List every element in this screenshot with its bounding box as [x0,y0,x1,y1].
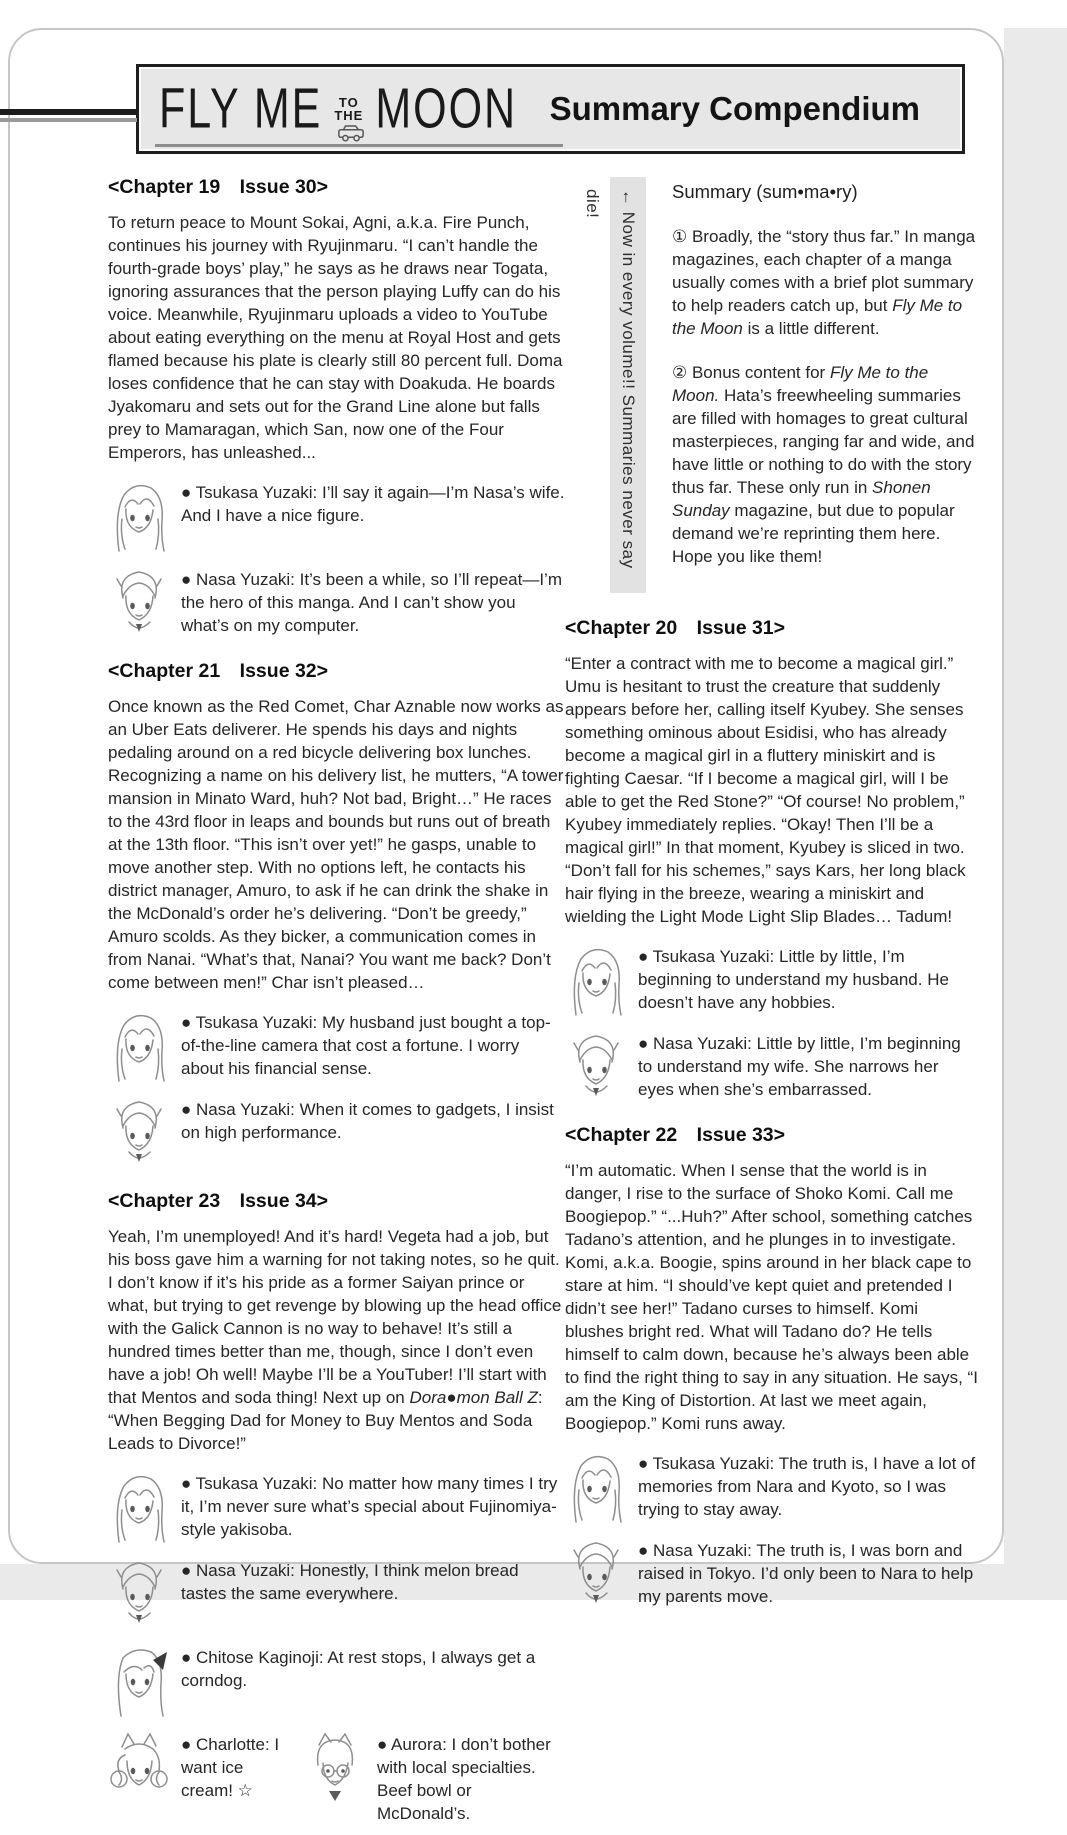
section-heading-ch23: <Chapter 23 Issue 34> [108,1190,329,1212]
tsukasa-portrait [565,943,627,1017]
quote-text: ● Tsukasa Yuzaki: My husband just bought a top-of-the-line camera that cost a fortune. I worry about his financial sense. [181,1013,551,1078]
section-body-ch21: Once known as the Red Comet, Char Aznable now works as an Uber Eats deliverer. He spends his days and nights pedaling around on a red bicycle delivering box lunches. Recognizing a name on his delivery list, he mutters, “A tower mansion in Minato Ward, huh? Not bad, Bright…” He races to the 43rd floor in leaps and bounds but runs out of breath at the 13th floor. “This isn’t over yet!” he gasps, unable to move another step. With no options left, he contacts his district manager, Amuro, to ask if he can drink the shake in the McDonald’s order he’s delivering. “Don’t be greedy,” Amuro scolds. As they bicker, a communication comes in from Nanai. “What’s that, Nanai? You want me back? Don’t come between men!” Char isn’t pleased… [108,697,564,992]
quote-row [304,1731,565,1825]
header-box [136,64,965,154]
chitose-portrait [108,1644,170,1718]
section-heading-ch20: <Chapter 20 Issue 31> [565,617,786,639]
nasa-portrait [108,566,170,640]
quote-pair-row [108,1731,565,1825]
summary-definition-1: ① Broadly, the “story thus far.” In manga magazines, each chapter of a manga usually comes with a brief plot summary to help readers catch up, but Fly Me to the Moon is a little different. [672,227,976,338]
tsukasa-portrait [108,1009,170,1083]
summary-definition-box [672,177,978,597]
volume-banner: ← Now in every volume!! Summaries never say die! [610,177,646,593]
quote-text: ● Tsukasa Yuzaki: No matter how many times I try it, I’m never sure what’s special about Fujinomiya-style yakisoba. [181,1474,558,1539]
tsukasa-portrait [108,1470,170,1544]
logo-the: THE [334,108,364,123]
summary-heading: Summary (sum•ma•ry) [672,181,858,202]
section-body-ch23: Yeah, I’m unemployed! And it’s hard! Vegeta had a job, but his boss gave him a warning for not taking notes, so he quit. I don’t know if it’s his pride as a former Saiyan prince or what, but trying to get revenge by blowing up the head office with the Galick Cannon is no way to behave! It’s still a hundred times better than me, though, since I don’t even have a job! Oh well! Maybe I’ll be a YouTuber! I’ll start with that Mentos and soda thing! Next up on Dora●mon Ball Z: “When Begging Dad for Money to Buy Mentos and Soda Leads to Divorce!” [108,1227,562,1453]
logo-moon: MOON [375,76,518,141]
decorative-rule-gray [0,118,137,122]
quote-text: ● Nasa Yuzaki: Little by little, I’m beginning to understand my wife. She narrows her eyes when she’s embarrassed. [638,1034,961,1099]
quote-row [108,1470,565,1544]
quote-row [108,566,565,640]
decorative-rule-black [0,109,137,115]
logo-to-the [334,96,363,122]
nasa-portrait [108,1096,170,1170]
quote-row [108,1009,565,1083]
nasa-portrait [108,1557,170,1631]
section-heading-ch22: <Chapter 22 Issue 33> [565,1124,786,1146]
quote-text: ● Chitose Kaginoji: At rest stops, I always get a corndog. [181,1648,536,1690]
summary-definition-2: ② Bonus content for Fly Me to the Moon. Hata’s freewheeling summaries are filled with homages to great cultural masterpieces, ranging far and wide, and have little or nothing to do with the story thus far. These only run in Shonen Sunday magazine, but due to popular demand we’re reprinting them here. Hope you like them! [672,363,975,566]
quote-text: ● Nasa Yuzaki: It’s been a while, so I’ll repeat—I’m the hero of this manga. And I can’t show you what’s on my computer. [181,570,562,635]
quote-text: ● Tsukasa Yuzaki: Little by little, I’m beginning to understand my husband. He doesn’t have any hobbies. [638,947,949,1012]
section-heading-ch19: <Chapter 19 Issue 30> [108,176,329,198]
summary-block [583,177,978,597]
logo-to: TO [338,95,359,110]
quote-text: ● Charlotte: I want ice cream! ☆ [181,1735,280,1800]
quote-row [565,1030,978,1104]
quote-text: ● Nasa Yuzaki: When it comes to gadgets, I insist on high performance. [181,1100,554,1142]
section-body-ch19: To return peace to Mount Sokai, Agni, a.k.a. Fire Punch, continues his journey with Ryujinmaru. “I can’t handle the fourth-grade boys’ play,” he says as he draws near Togata, ignoring assurances that the person playing Luffy can do his voice. Meanwhile, Ryujinmaru uploads a video to YouTube about eating everything on the menu at Royal Host and gets flamed because his plate is clearly still 80 percent full. Doma loses confidence that he can stay with Doakuda. He boards Jyakomaru and sets out for the Grand Line alone but falls prey to Mamaragan, which San, now one of the Four Emperors, has unleashed... [108,213,563,462]
quote-row [565,1450,978,1524]
section-heading-ch21: <Chapter 21 Issue 32> [108,660,329,682]
quote-text: ● Tsukasa Yuzaki: I’ll say it again—I’m Nasa’s wife. And I have a nice figure. [181,483,565,525]
logo-fly-me: FLY ME [159,76,323,141]
quote-row [108,479,565,553]
quote-text: ● Aurora: I don’t bother with local specialties. Beef bowl or McDonald’s. [377,1735,551,1823]
page-title: Summary Compendium [549,90,920,127]
charlotte-portrait [108,1731,170,1805]
tsukasa-portrait [565,1450,627,1524]
section-body-ch22: “I’m automatic. When I sense that the world is in danger, I rise to the surface of Shoko Komi. Call me Boogiepop.” “...Huh?” After school, something catches Tadano’s attention, and he plunges in to investigate. Komi, a.k.a. Boogie, spins around in her black cape to stare at him. “I should’ve kept quiet and pretended I didn’t see her!” Tadano curses to himself. Komi blushes bright red. What will Tadano do? He tells himself to calm down, because he’s always been able to find the right thing to say in any situation. He says, “I am the King of Distortion. At last we meet again, Boogiepop.” Komi runs away. [565,1161,978,1433]
aurora-portrait [304,1731,366,1805]
quote-text: ● Tsukasa Yuzaki: The truth is, I have a lot of memories from Nara and Kyoto, so I was trying to stay away. [638,1454,976,1519]
section-body-ch20: “Enter a contract with me to become a magical girl.” Umu is hesitant to trust the creature that suddenly appears before her, calling itself Kyubey. She senses something ominous about Esidisi, who has already become a magical girl in a fluttery miniskirt and is fighting Caesar. “If I become a magical girl, will I be able to get the Red Stone?” “Of course! No problem,” Kyubey immediately replies. “Okay! Then I’ll be a magical girl!” In that moment, Kyubey is sliced in two. “Don’t fall for his schemes,” says Kars, her long black hair flying in the breeze, wearing a miniskirt and wielding the Light Mode Light Slip Blades… Tadum! [565,654,966,926]
quote-row [565,943,978,1017]
quote-row [108,1096,565,1170]
nasa-portrait [565,1030,627,1104]
page-edge-right [1004,28,1067,1600]
left-column [108,176,565,1835]
quote-text: ● Nasa Yuzaki: Honestly, I think melon bread tastes the same everywhere. [181,1561,519,1603]
quote-row [108,1731,300,1825]
right-column [565,175,978,1624]
tsukasa-portrait [108,479,170,553]
quote-row [108,1644,565,1718]
car-icon [337,124,365,148]
quote-text: ● Nasa Yuzaki: The truth is, I was born and raised in Tokyo. I’d only been to Nara to help my parents move. [638,1541,974,1606]
quote-row [108,1557,565,1631]
